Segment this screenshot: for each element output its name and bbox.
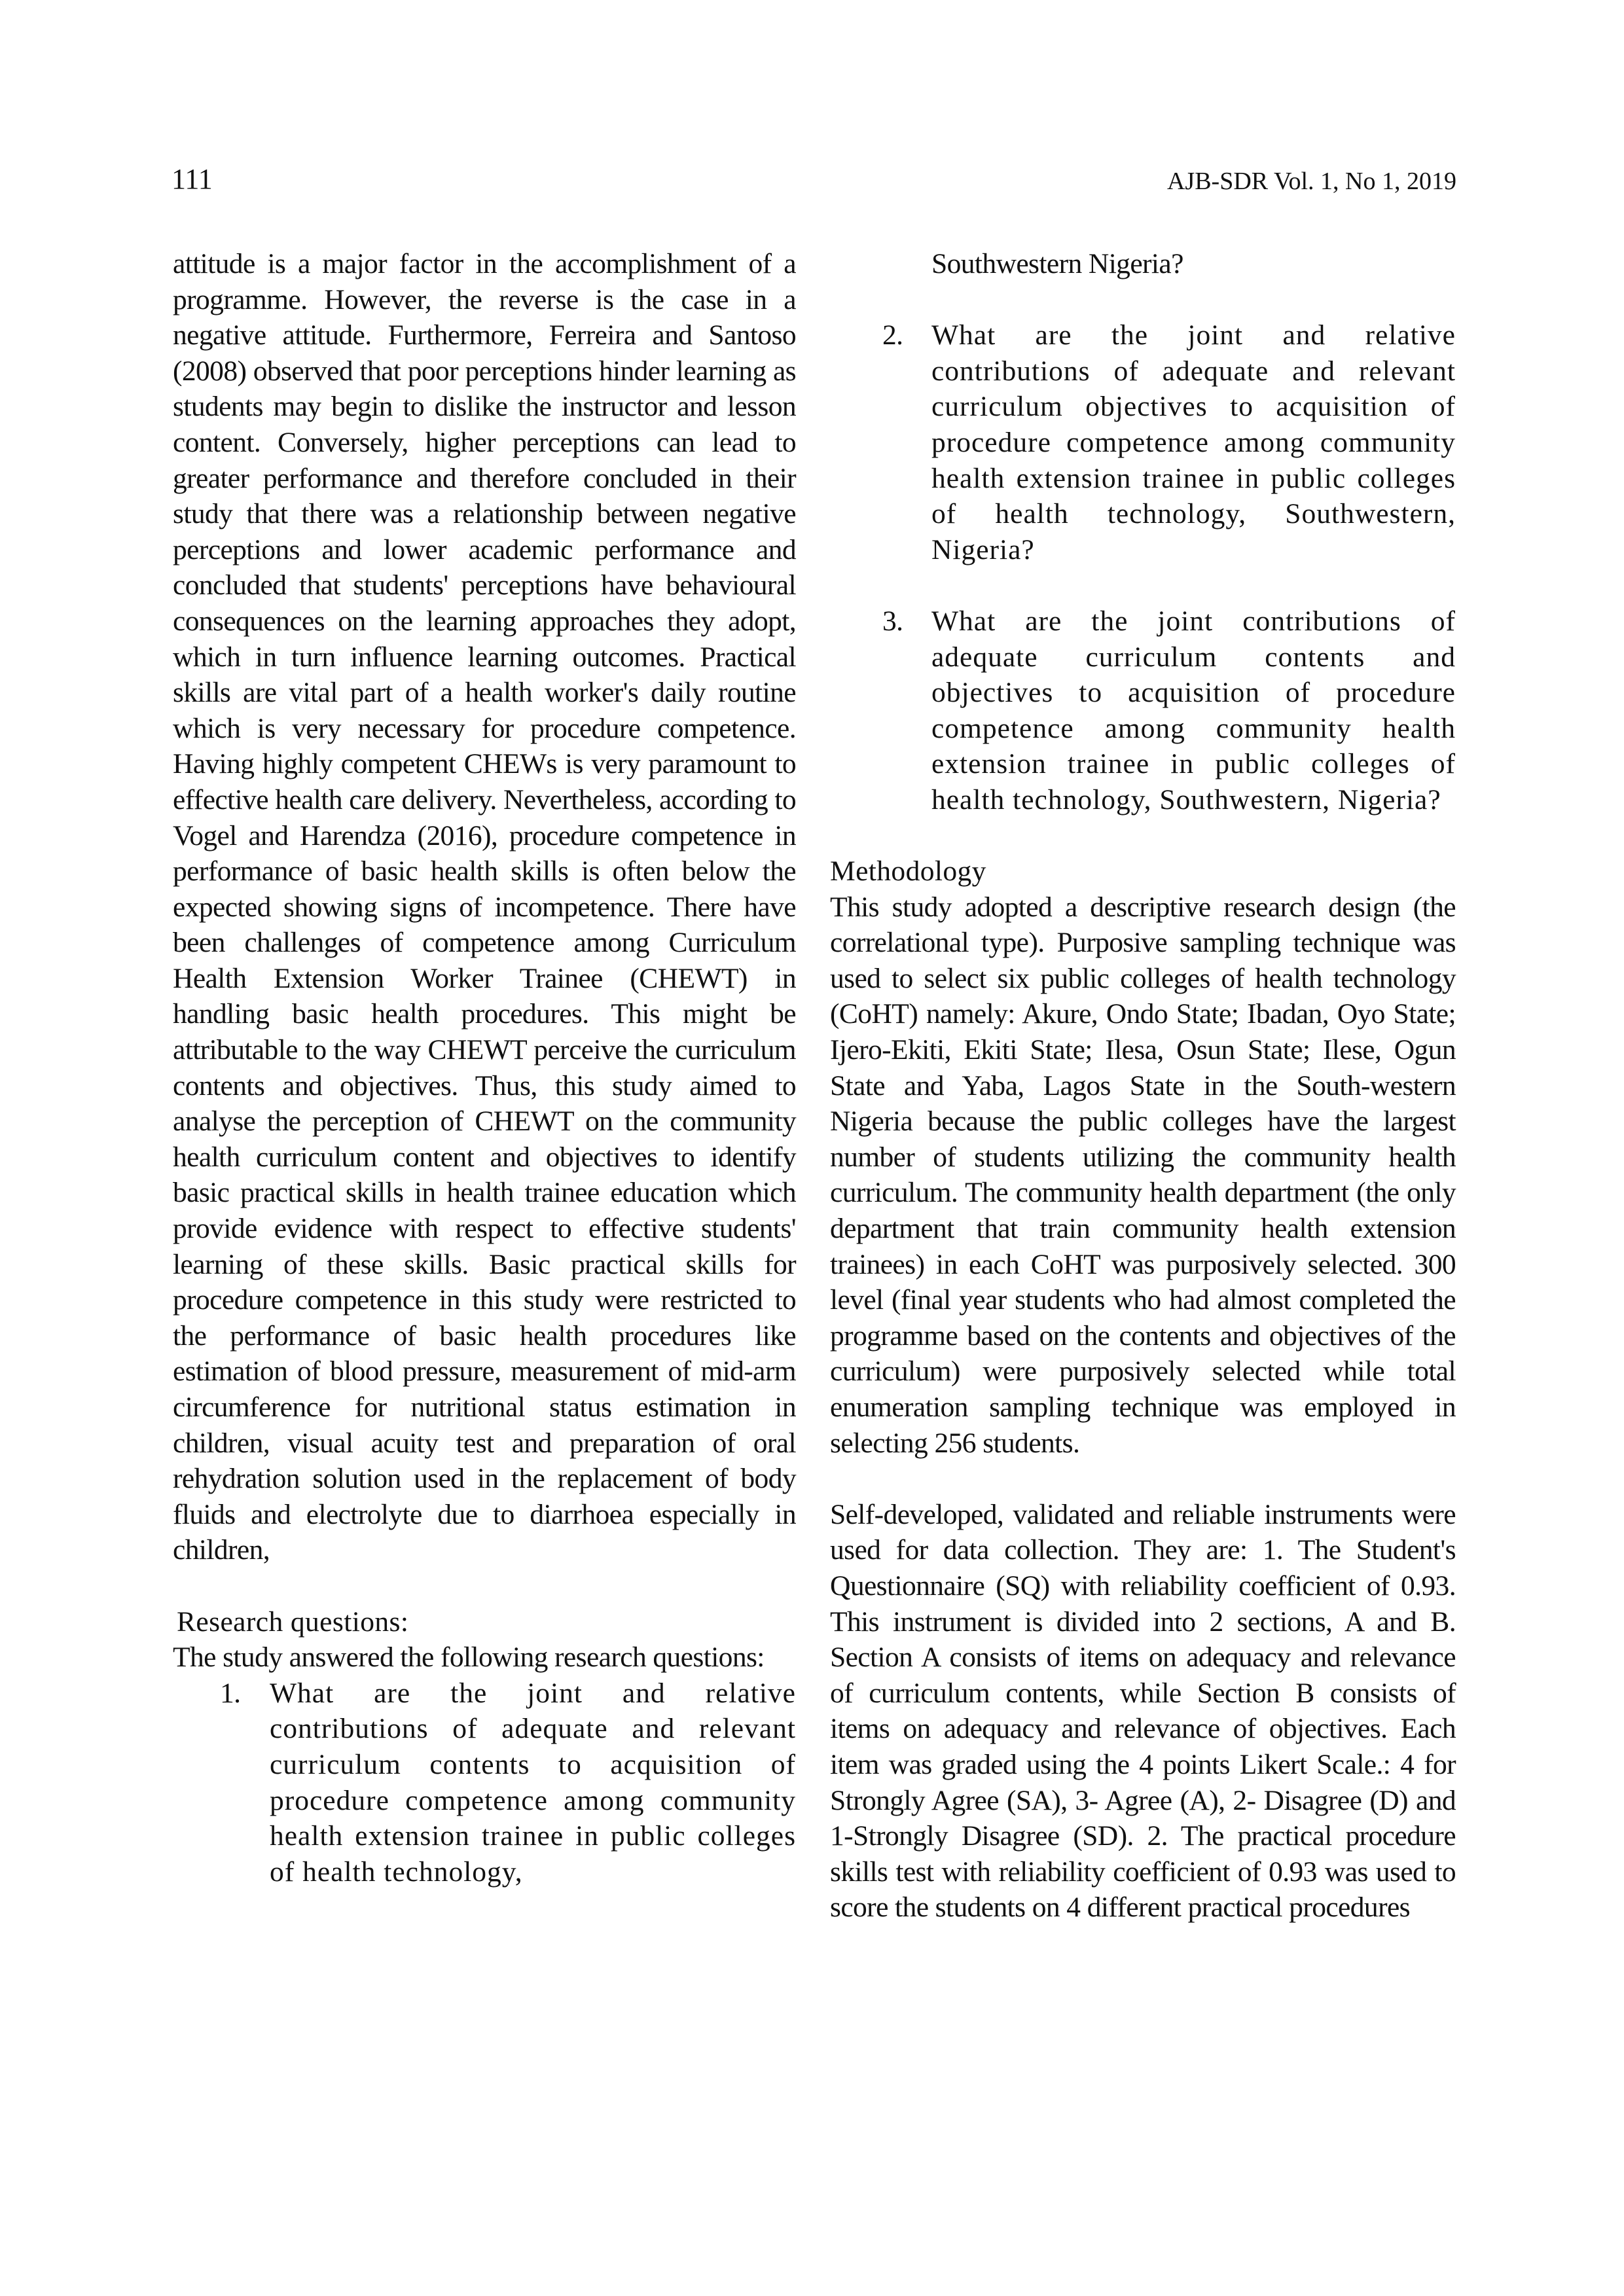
- question-number: 3.: [882, 605, 903, 637]
- intro-paragraph: attitude is a major factor in the accomplishment of a programme. However, the reverse is the case in a negative attitude. Furthermore, Ferreira and Santoso (2008) observed that poor perceptions hinder learning as students may begin to dislike the instructor and lesson content. Conversely, higher perceptions can lead to greater performance and therefore concluded in their study that there was a relationship between negative perceptions and lower academic performance and concluded that students' perceptions have behavioural consequences on the learning approaches they adopt, which in turn influence learning outcomes. Practical skills are vital part of a health worker's daily routine which is very necessary for procedure competence. Having highly competent CHEWs is very paramount to effective health care delivery. Nevertheless, according to Vogel and Harendza (2016), procedure competence in performance of basic health skills is often below the expected showing signs of incompetence. There have been challenges of competence among Curriculum Health Extension Worker Trainee (CHEWT) in handling basic health procedures. This might be attributable to the way CHEWT perceive the curriculum contents and objectives. Thus, this study aimed to analyse the perception of CHEWT on the community health curriculum content and objectives to identify basic practical skills in health trainee education which provide evidence with respect to effective students' learning of these skills. Basic practical skills for procedure competence in this study were restricted to the performance of basic health procedures like estimation of blood pressure, measurement of mid-arm circumference for nutritional status estimation in children, visual acuity test and preparation of oral rehydration solution used in the replacement of body fluids and electrolyte due to diarrhoea especially in children,: [173, 248, 796, 1566]
- research-question-2: [830, 317, 1456, 567]
- question-text: What are the joint contributions of adequate curriculum contents and objectives to acquisition of procedure competence among community health extension trainee in public colleges of health technology, Southwestern, Nigeria?: [931, 605, 1456, 816]
- research-questions-list: [173, 1676, 796, 1890]
- spacer: [830, 282, 1456, 318]
- research-questions-intro: The study answered the following research questions:: [173, 1641, 765, 1674]
- question-number: 2.: [882, 319, 903, 351]
- question-number: 1.: [220, 1677, 241, 1709]
- methodology-heading: Methodology: [830, 855, 986, 888]
- research-question-3: [830, 603, 1456, 818]
- methodology-paragraph: This study adopted a descriptive research design (the correlational type). Purposive sampling technique was used to select six public colleges of health technology (CoHT) namely: Akure, Ondo State; Ibadan, Oyo State; Ijero-Ekiti, Ekiti State; Ilesa, Osun State; Ilese, Ogun State and Yaba, Lagos State in the South-western Nigeria because the public colleges have the largest number of students utilizing the community health curriculum. The community health department (the only department that train community health extension trainees) in each CoHT was purposively selected. 300 level (final year students who had almost completed the programme based on the contents and objectives of the curriculum) were purposively selected while total enumeration sampling technique was employed in selecting 256 students.: [830, 891, 1456, 1459]
- instruments-paragraph: Self-developed, validated and reliable instruments were used for data collection. They are: 1. The Student's Questionnaire (SQ) with reliability coefficient of 0.93. This instrument is divided into 2 sections, A and B. Section A consists of items on adequacy and relevance of curriculum contents, while Section B consists of items on adequacy and relevance of objectives. Each item was graded using the 4 points Likert Scale.: 4 for Strongly Agree (SA), 3- Agree (A), 2- Disagree (D) and 1-Strongly Disagree (SD). 2. The practical procedure skills test with reliability coefficient of 0.93 was used to score the students on 4 different practical procedures: [830, 1498, 1456, 1924]
- question-1-continuation: Southwestern Nigeria?: [931, 248, 1183, 279]
- research-questions-list-continued: [830, 317, 1456, 817]
- spacer: [830, 567, 1456, 603]
- research-question-1: [173, 1676, 796, 1890]
- left-column: [173, 246, 796, 1890]
- right-column: [830, 246, 1456, 1926]
- question-text: What are the joint and relative contributions of adequate and relevant curriculum objectives to acquisition of procedure competence among community health extension trainee in public colleges of health technology, Southwestern, Nigeria?: [931, 319, 1456, 565]
- spacer: [830, 1461, 1456, 1497]
- question-text: What are the joint and relative contributions of adequate and relevant curriculum contents to acquisition of procedure competence among community health extension trainee in public colleges of health technology,: [270, 1677, 796, 1888]
- spacer: [830, 818, 1456, 854]
- page-number: 111: [171, 163, 213, 195]
- research-questions-heading: Research questions:: [177, 1605, 409, 1638]
- journal-citation: AJB-SDR Vol. 1, No 1, 2019: [1166, 168, 1456, 195]
